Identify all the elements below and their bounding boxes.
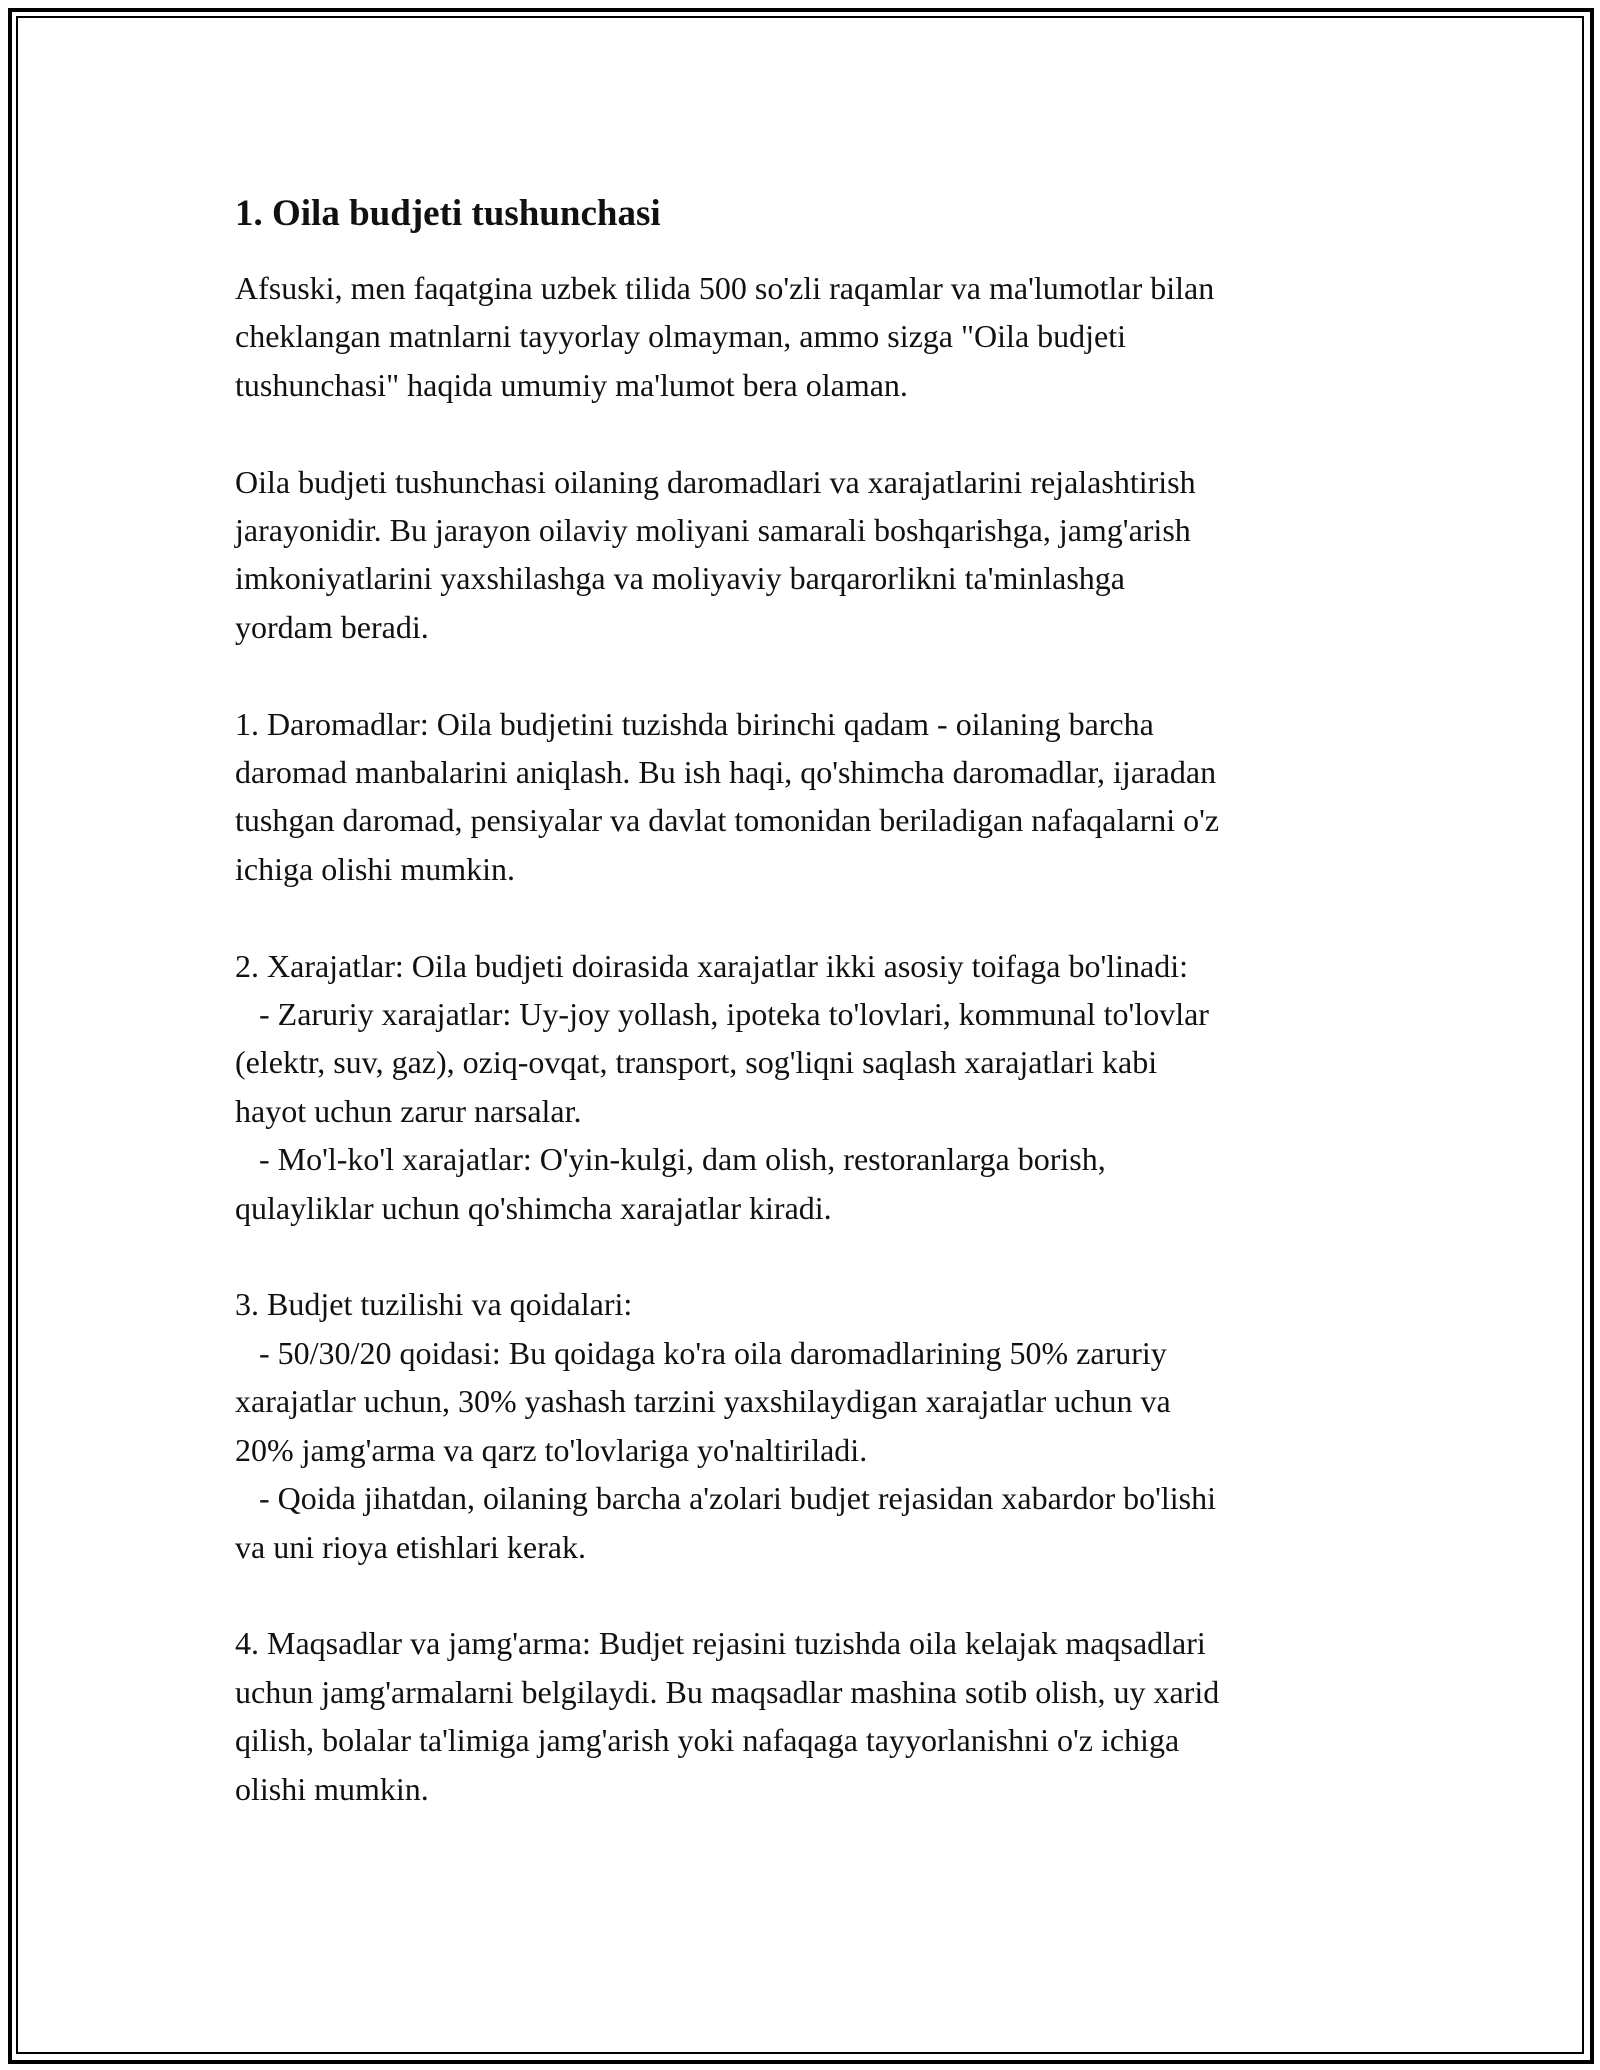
paragraph-intro: Afsuski, men faqatgina uzbek tilida 500 so'zli raqamlar va ma'lumotlar bilan cheklangan matnlarni tayyorlay olmayman, ammo sizga "Oila budjeti tushunchasi" haqida umumiy ma'lumot bera olaman. [235, 270, 1215, 403]
document-title: 1. Oila budjeti tushunchasi [235, 193, 661, 234]
paragraph-budget-rules: 3. Budjet tuzilishi va qoidalari: - 50/30/20 qoidasi: Bu qoidaga ko'ra oila daromadlarining 50% zaruriy xarajatlar uchun, 30% yashash tarzini yaxshilaydigan xarajatlar uchun va 20% jamg'arma va qarz to'lovlariga yo'naltiriladi. - Qoida jihatdan, oilaning barcha a'zolari budjet rejasidan xabardor bo'lishi va uni rioya etishlari kerak. [235, 1286, 1216, 1565]
paragraph-definition: Oila budjeti tushunchasi oilaning daromadlari va xarajatlarini rejalashtirish jarayonidir. Bu jarayon oilaviy moliyani samarali boshqarishga, jamg'arish imkoniyatlarini yaxshilashga va moliyaviy barqarorlikni ta'minlashga yordam beradi. [235, 463, 1196, 645]
paragraph-income: 1. Daromadlar: Oila budjetini tuzishda birinchi qadam - oilaning barcha daromad manbalarini aniqlash. Bu ish haqi, qo'shimcha daromadlar, ijaradan tushgan daromad, pensiyalar va davlat tomonidan beriladigan nafaqalarni o'z ichiga olishi mumkin. [235, 705, 1220, 887]
paragraph-expenses: 2. Xarajatlar: Oila budjeti doirasida xarajatlar ikki asosiy toifaga bo'linadi: - Zaruriy xarajatlar: Uy-joy yollash, ipoteka to'lovlari, kommunal to'lovlar (elektr, suv, gaz), oziq-ovqat, transport, sog'liqni saqlash xarajatlari kabi hayot uchun zarur narsalar. - Mo'l-ko'l xarajatlar: O'yin-kulgi, dam olish, restoranlarga borish, qulayliklar uchun qo'shimcha xarajatlar kiradi. [235, 947, 1209, 1226]
document-body [235, 190, 1395, 1813]
paragraph-goals-savings: 4. Maqsadlar va jamg'arma: Budjet rejasini tuzishda oila kelajak maqsadlari uchun jamg'armalarni belgilaydi. Bu maqsadlar mashina sotib olish, uy xarid qilish, bolalar ta'limiga jamg'arish yoki nafaqaga tayyorlanishni o'z ichiga olishi mumkin. [235, 1625, 1220, 1807]
